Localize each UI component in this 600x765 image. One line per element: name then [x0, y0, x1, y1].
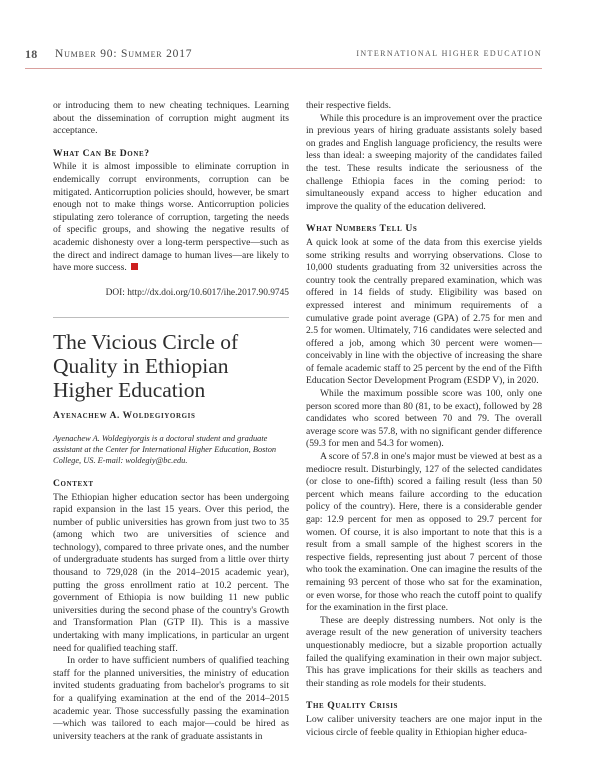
- left-paragraph: [53, 161, 289, 274]
- left-column: [53, 100, 289, 743]
- left-paragraph-text: While it is almost impossible to eliminate corruption in endemically corrupt environments, corruption can be mitigated. Anticorruption policies should, however, be smart enough not to make things worse. Anticorruption policies stipulating zero tolerance of corruption, targeting the needs of specific groups, and showing the negative results of academic dishonesty over a long-term perspective—such as the direct and indirect damage to human lives—are likely to have more success.: [53, 161, 289, 274]
- article-divider: [53, 317, 289, 318]
- author-name: Ayenachew A. Woldegiyorgis: [53, 411, 196, 422]
- right-paragraph: While the maximum possible score was 100, only one person scored more than 80 (81, to be exact), followed by 28 candidates who scored between 70 and 79. The overall average score was 57.8, with no significant gender difference (59.3 for men and 54.3 for women).: [306, 388, 542, 450]
- author-bio: Ayenachew A. Woldegiyorgis is a doctoral student and graduate assistant at the Center for International Higher Education, Boston College, US. E-mail: woldegiy@bc.edu.: [53, 433, 277, 465]
- left-paragraph: In order to have sufficient numbers of qualified teaching staff for the planned universities, the ministry of education invited students graduating from bachelor's programs to sit for a qualifying examination at the end of the 2014–2015 academic year. Those successfully passing the examination—which was tailored to each major—could be hired as university teachers at the rank of graduate assistants in: [53, 655, 289, 742]
- right-column: [306, 100, 542, 739]
- right-paragraph: While this procedure is an improvement over the practice in previous years of hiring graduate assistants solely based on grades and English language proficiency, the results were less than ideal: a sweeping majority of the candidates failed the test. These results indicate the seriousness of the challenge Ethiopia faces in the coming period: to simultaneously expand access to higher education and improve the quality of the education delivered.: [306, 112, 542, 212]
- issue-label: Number 90: Summer 2017: [55, 48, 193, 60]
- right-paragraph: A score of 57.8 in one's major must be viewed at best as a mediocre result. Disturbingly, 127 of the selected candidates (or close to one-fifth) scored a failing result (less than 50 percent which means failure according to the education policy of the country). Here, there is a considerable gender gap: 12.9 percent for men as opposed to 29.7 percent for women. Of course, it is also important to note that this is a result from a small sample of the highest scorers in the respective fields, representing just about 7 percent of those who took the examination. One can imagine the results of the remaining 93 percent of those who sat for the examination, or even worse, for those who reach the cutoff point to qualify for the examination in the first place.: [306, 451, 542, 614]
- section-heading-what-can-be-done: What Can Be Done?: [53, 147, 150, 159]
- header-rule: [25, 68, 542, 69]
- doi-link[interactable]: DOI: http://dx.doi.org/10.6017/ihe.2017.90.9745: [105, 287, 289, 298]
- end-mark-icon: [131, 263, 138, 270]
- left-paragraph-continued: or introducing them to new cheating techniques. Learning about the dissemination of corruption might augment its acceptance.: [53, 100, 289, 137]
- left-paragraph: The Ethiopian higher education sector has been undergoing rapid expansion in the last 15 years. Over this period, the number of public universities has grown from just two to 35 (among which two are universities of science and technology), compared to three private ones, and the number of undergraduate students has surged from a little over thirty thousand to 729,028 (in the 2014–2015 academic year), putting the gross enrollment ratio at 10.2 percent. The government of Ethiopia is now building 11 new public universities during the second phase of the country's Growth and Transformation Plan (GTP II). This is a massive undertaking with many implications, in particular an urgent need for qualified teaching staff.: [53, 491, 289, 654]
- article-title: The Vicious Circle of Quality in Ethiopian Higher Education: [53, 330, 239, 403]
- section-heading-what-numbers-tell-us: What Numbers Tell Us: [306, 223, 418, 235]
- right-paragraph: Low caliber university teachers are one major input in the vicious circle of feeble quality in Ethiopian higher educa-: [306, 713, 542, 738]
- running-header: [25, 47, 542, 63]
- journal-name: INTERNATIONAL HIGHER EDUCATION: [356, 49, 542, 58]
- page-number: 18: [25, 47, 38, 61]
- right-paragraph: These are deeply distressing numbers. Not only is the average result of the new generation of university teachers unquestionably mediocre, but a sizable proportion actually failed the qualifying examination in their own major subject. This has grave implications for their skills as teachers and their standing as role models for their students.: [306, 614, 542, 689]
- section-heading-context: Context: [53, 477, 94, 489]
- section-heading-quality-crisis: The Quality Crisis: [306, 700, 399, 712]
- right-paragraph: A quick look at some of the data from this exercise yields some striking results and worrying observations. Close to 10,000 students graduating from 32 universities across the country took the centrally prepared examination, which was offered in 14 fields of study. Eligibility was based on expressed interest and minimum requirements of a cumulative grade point average (GPA) of 2.75 for men and 2.5 for women. Ultimately, 716 candidates were selected and offered a job, among which 30 percent were women—conceivably in line with the objective of increasing the share of female academic staff to 25 percent by the end of the Fifth Education Sector Development Program (ESDP V), in 2020.: [306, 236, 542, 387]
- right-paragraph: their respective fields.: [306, 100, 391, 111]
